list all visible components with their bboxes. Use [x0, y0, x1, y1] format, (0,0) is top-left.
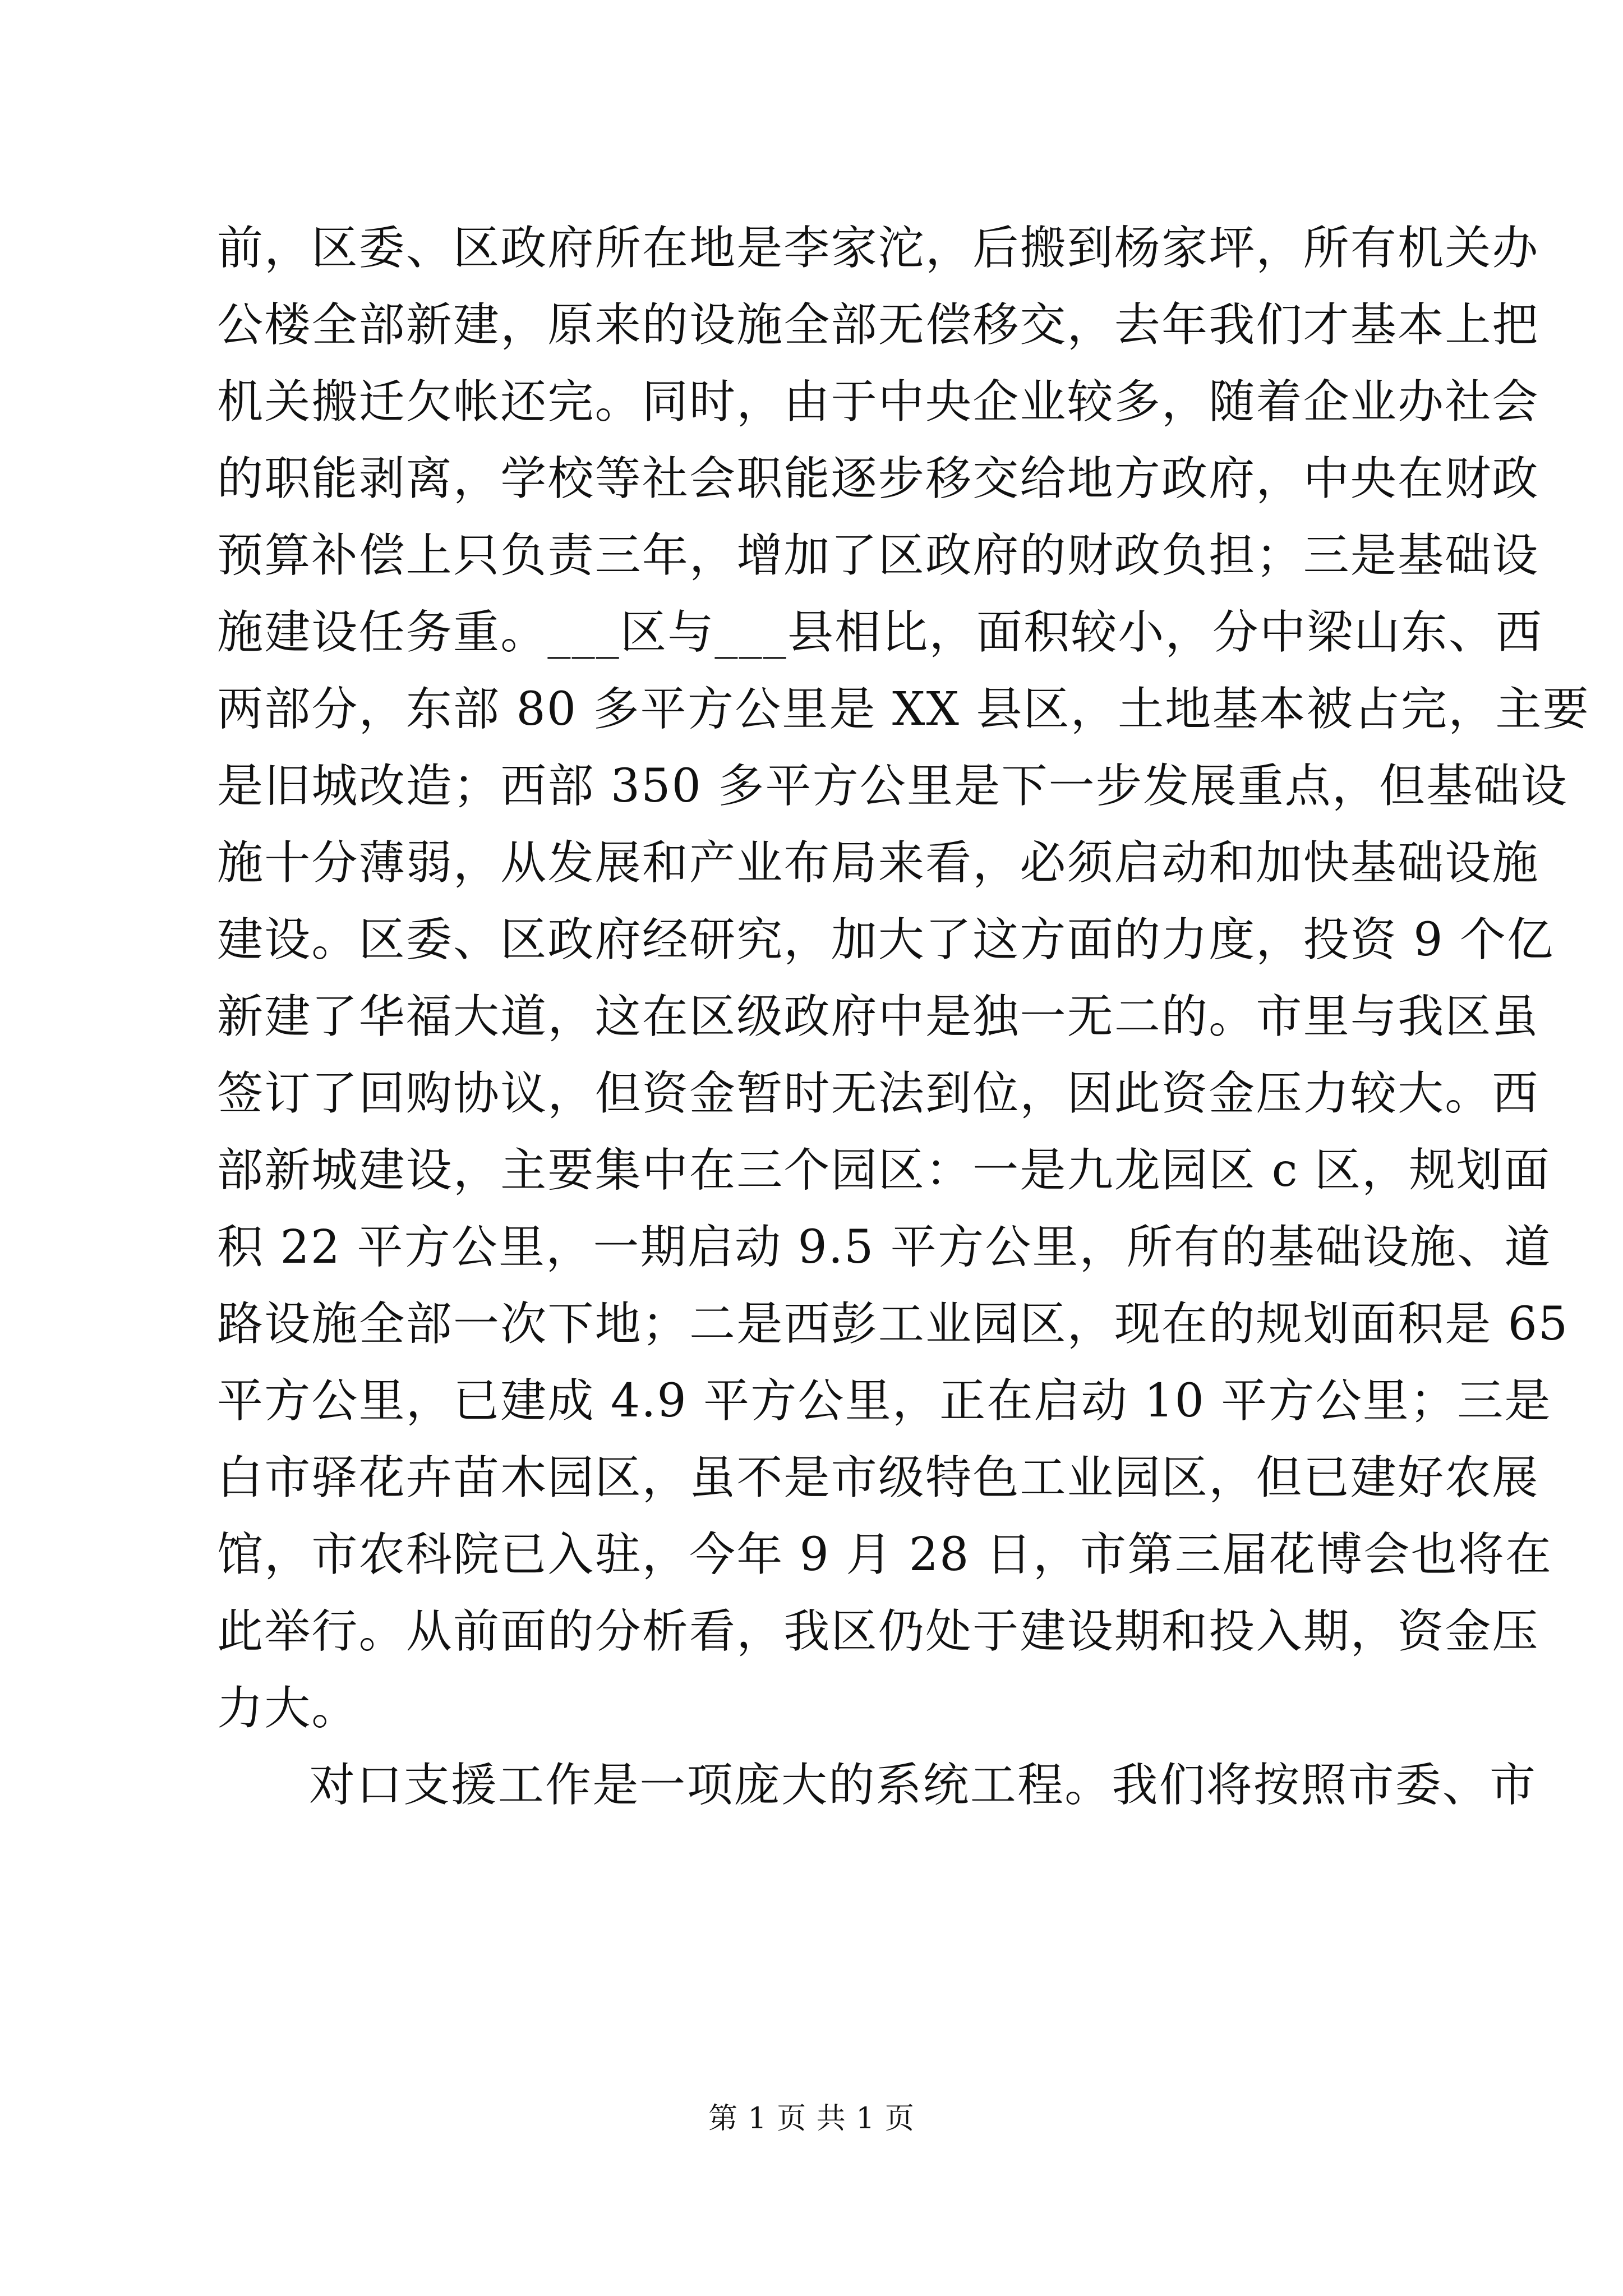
paragraph-start-line: 对口支援工作是一项庞大的系统工程。我们将按照市委、市 — [309, 1759, 1537, 1812]
text-line: 施建设任务重。___区与___县相比，面积较小，分中梁山东、西 — [217, 606, 1543, 659]
text-line: 此举行。从前面的分析看，我区仍处于建设期和投入期，资金压 — [217, 1605, 1539, 1658]
text-line: 的职能剥离，学校等社会职能逐步移交给地方政府，中央在财政 — [217, 452, 1539, 505]
text-line: 两部分，东部 80 多平方公里是 XX 县区，土地基本被占完，主要 — [217, 683, 1590, 736]
page-footer: 第 1 页 共 1 页 — [708, 2102, 915, 2136]
text-line: 签订了回购协议，但资金暂时无法到位，因此资金压力较大。西 — [217, 1067, 1539, 1120]
text-line: 施十分薄弱，从发展和产业布局来看，必须启动和加快基础设施 — [217, 836, 1539, 890]
text-line: 建设。区委、区政府经研究，加大了这方面的力度，投资 9 个亿 — [217, 913, 1555, 967]
text-line: 预算补偿上只负责三年，增加了区政府的财政负担；三是基础设 — [217, 529, 1539, 582]
text-line: 馆，市农科院已入驻，今年 9 月 28 日，市第三届花博会也将在 — [217, 1528, 1553, 1581]
text-line: 新建了华福大道，这在区级政府中是独一无二的。市里与我区虽 — [217, 990, 1539, 1043]
text-line: 机关搬迁欠帐还完。同时，由于中央企业较多，随着企业办社会 — [217, 375, 1539, 429]
text-line: 白市驿花卉苗木园区，虽不是市级特色工业园区，但已建好农展 — [217, 1451, 1539, 1504]
text-line: 是旧城改造；西部 350 多平方公里是下一步发展重点，但基础设 — [217, 760, 1568, 813]
body-text — [217, 210, 1590, 1824]
text-line: 力大。 — [217, 1682, 359, 1735]
text-line: 公楼全部新建，原来的设施全部无偿移交，去年我们才基本上把 — [217, 298, 1539, 352]
text-line: 积 22 平方公里，一期启动 9.5 平方公里，所有的基础设施、道 — [217, 1221, 1552, 1274]
text-line: 路设施全部一次下地；二是西彭工业园区，现在的规划面积是 65 — [217, 1297, 1569, 1351]
text-line: 部新城建设，主要集中在三个园区：一是九龙园区 c 区，规划面 — [217, 1144, 1551, 1197]
text-line: 前，区委、区政府所在地是李家沱，后搬到杨家坪，所有机关办 — [217, 222, 1539, 275]
text-line: 平方公里，已建成 4.9 平方公里，正在启动 10 平方公里；三是 — [217, 1374, 1552, 1428]
